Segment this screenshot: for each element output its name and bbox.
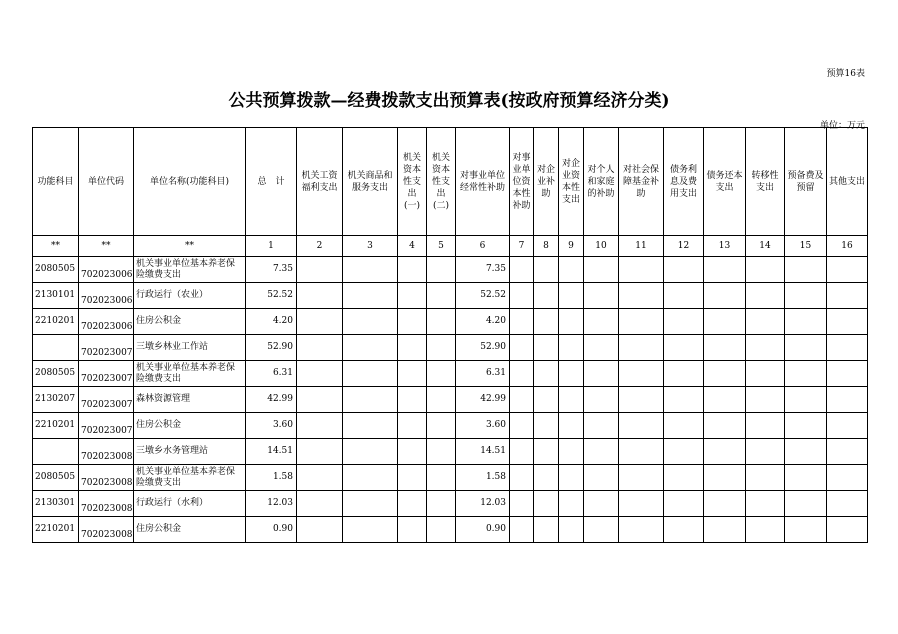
empty-cell (559, 361, 584, 387)
empty-cell (427, 309, 456, 335)
operating-subsidy-cell: 1.58 (456, 465, 510, 491)
empty-cell (297, 335, 343, 361)
empty-cell (664, 413, 704, 439)
empty-cell (584, 283, 619, 309)
unit-name-cell: 行政运行（农业） (134, 283, 246, 309)
empty-cell (343, 465, 398, 491)
empty-cell (664, 257, 704, 283)
total-cell: 3.60 (246, 413, 297, 439)
empty-cell (746, 439, 785, 465)
empty-cell (619, 387, 664, 413)
empty-cell (534, 465, 559, 491)
total-cell: 14.51 (246, 439, 297, 465)
col-number: 1 (246, 236, 297, 257)
empty-cell (297, 309, 343, 335)
empty-cell (510, 283, 534, 309)
col-header: 单位名称(功能科目) (134, 128, 246, 236)
unit-name-cell: 三墩乡水务管理站 (134, 439, 246, 465)
total-cell: 6.31 (246, 361, 297, 387)
unit-name-cell: 行政运行（水利） (134, 491, 246, 517)
subject-cell (33, 335, 79, 361)
unit-name-cell: 机关事业单位基本养老保险缴费支出 (134, 361, 246, 387)
empty-cell (584, 309, 619, 335)
empty-cell (704, 309, 746, 335)
empty-cell (297, 491, 343, 517)
empty-cell (827, 491, 868, 517)
operating-subsidy-cell: 52.52 (456, 283, 510, 309)
empty-cell (559, 517, 584, 543)
empty-cell (427, 517, 456, 543)
empty-cell (664, 335, 704, 361)
empty-cell (827, 413, 868, 439)
subject-cell: 2210201 (33, 517, 79, 543)
empty-cell (343, 283, 398, 309)
table-row (33, 413, 868, 439)
empty-cell (534, 517, 559, 543)
empty-cell (343, 335, 398, 361)
col-number: 15 (785, 236, 827, 257)
empty-cell (785, 439, 827, 465)
page-title: 公共预算拨款—经费拨款支出预算表(按政府预算经济分类) (228, 91, 670, 111)
empty-cell (746, 413, 785, 439)
empty-cell (534, 361, 559, 387)
subject-cell: 2080505 (33, 361, 79, 387)
operating-subsidy-cell: 12.03 (456, 491, 510, 517)
col-number: 14 (746, 236, 785, 257)
empty-cell (785, 283, 827, 309)
table-row (33, 491, 868, 517)
empty-cell (427, 491, 456, 517)
empty-cell (827, 309, 868, 335)
col-number: 2 (297, 236, 343, 257)
empty-cell (510, 387, 534, 413)
empty-cell (619, 361, 664, 387)
table-row (33, 517, 868, 543)
empty-cell (534, 413, 559, 439)
unit-code-cell: 702023008 (79, 517, 134, 543)
total-cell: 0.90 (246, 517, 297, 543)
subject-cell: 2130101 (33, 283, 79, 309)
empty-cell (297, 517, 343, 543)
empty-cell (534, 387, 559, 413)
empty-cell (746, 387, 785, 413)
table-row (33, 309, 868, 335)
empty-cell (746, 491, 785, 517)
empty-cell (785, 465, 827, 491)
empty-cell (785, 491, 827, 517)
empty-cell (398, 439, 427, 465)
col-header: 对事业单位资本性补助 (510, 128, 534, 236)
unit-name-cell: 机关事业单位基本养老保险缴费支出 (134, 465, 246, 491)
empty-cell (746, 257, 785, 283)
form-number: 预算16表 (826, 69, 865, 79)
col-header: 机关商品和服务支出 (343, 128, 398, 236)
col-number: 12 (664, 236, 704, 257)
table-row (33, 387, 868, 413)
empty-cell (827, 361, 868, 387)
total-cell: 1.58 (246, 465, 297, 491)
empty-cell (704, 387, 746, 413)
empty-cell (534, 257, 559, 283)
col-header: 对个人和家庭的补助 (584, 128, 619, 236)
operating-subsidy-cell: 52.90 (456, 335, 510, 361)
empty-cell (584, 335, 619, 361)
empty-cell (827, 439, 868, 465)
unit-name-cell: 住房公积金 (134, 517, 246, 543)
empty-cell (619, 335, 664, 361)
empty-cell (746, 361, 785, 387)
col-header: 预备费及预留 (785, 128, 827, 236)
col-number: 8 (534, 236, 559, 257)
table-row (33, 257, 868, 283)
empty-cell (510, 491, 534, 517)
empty-cell (534, 491, 559, 517)
empty-cell (297, 283, 343, 309)
empty-cell (398, 465, 427, 491)
empty-cell (664, 465, 704, 491)
col-number: 4 (398, 236, 427, 257)
empty-cell (343, 309, 398, 335)
col-header: 对事业单位经常性补助 (456, 128, 510, 236)
col-header: 总 计 (246, 128, 297, 236)
empty-cell (510, 309, 534, 335)
unit-code-cell: 702023006 (79, 309, 134, 335)
operating-subsidy-cell: 42.99 (456, 387, 510, 413)
empty-cell (398, 283, 427, 309)
empty-cell (704, 257, 746, 283)
empty-cell (297, 413, 343, 439)
empty-cell (704, 439, 746, 465)
column-number-row (33, 236, 868, 257)
col-number: ** (33, 236, 79, 257)
unit-code-cell: 702023006 (79, 257, 134, 283)
empty-cell (534, 309, 559, 335)
unit-name-cell: 住房公积金 (134, 413, 246, 439)
empty-cell (559, 309, 584, 335)
empty-cell (398, 413, 427, 439)
empty-cell (746, 465, 785, 491)
col-header: 单位代码 (79, 128, 134, 236)
unit-name-cell: 森林资源管理 (134, 387, 246, 413)
subject-cell: 2210201 (33, 309, 79, 335)
empty-cell (343, 361, 398, 387)
col-header: 债务利息及费用支出 (664, 128, 704, 236)
empty-cell (785, 257, 827, 283)
empty-cell (664, 283, 704, 309)
empty-cell (398, 387, 427, 413)
empty-cell (534, 335, 559, 361)
unit-code-cell: 702023007 (79, 413, 134, 439)
operating-subsidy-cell: 14.51 (456, 439, 510, 465)
col-number: 9 (559, 236, 584, 257)
empty-cell (746, 335, 785, 361)
empty-cell (398, 491, 427, 517)
empty-cell (534, 439, 559, 465)
col-header: 对企业补助 (534, 128, 559, 236)
empty-cell (584, 361, 619, 387)
col-header: 对企业资本性支出 (559, 128, 584, 236)
empty-cell (427, 257, 456, 283)
col-number: 10 (584, 236, 619, 257)
empty-cell (343, 413, 398, 439)
empty-cell (785, 361, 827, 387)
unit-code-cell: 702023008 (79, 465, 134, 491)
empty-cell (619, 413, 664, 439)
empty-cell (343, 257, 398, 283)
empty-cell (619, 439, 664, 465)
empty-cell (398, 517, 427, 543)
empty-cell (343, 491, 398, 517)
empty-cell (619, 465, 664, 491)
empty-cell (746, 283, 785, 309)
header-row (33, 128, 868, 236)
empty-cell (785, 517, 827, 543)
col-header: 债务还本支出 (704, 128, 746, 236)
empty-cell (664, 439, 704, 465)
total-cell: 4.20 (246, 309, 297, 335)
empty-cell (510, 439, 534, 465)
empty-cell (827, 517, 868, 543)
col-number: ** (79, 236, 134, 257)
col-header: 其他支出 (827, 128, 868, 236)
table-row (33, 283, 868, 309)
empty-cell (398, 309, 427, 335)
empty-cell (664, 309, 704, 335)
col-header: 功能科目 (33, 128, 79, 236)
empty-cell (704, 335, 746, 361)
empty-cell (559, 491, 584, 517)
col-number: 7 (510, 236, 534, 257)
table-row (33, 439, 868, 465)
empty-cell (559, 257, 584, 283)
empty-cell (704, 491, 746, 517)
empty-cell (427, 465, 456, 491)
empty-cell (559, 335, 584, 361)
col-header: 对社会保障基金补助 (619, 128, 664, 236)
subject-cell: 2080505 (33, 465, 79, 491)
empty-cell (559, 439, 584, 465)
empty-cell (559, 465, 584, 491)
col-number: 5 (427, 236, 456, 257)
empty-cell (746, 309, 785, 335)
empty-cell (427, 413, 456, 439)
empty-cell (619, 257, 664, 283)
empty-cell (559, 283, 584, 309)
empty-cell (584, 387, 619, 413)
col-number: 16 (827, 236, 868, 257)
empty-cell (343, 439, 398, 465)
empty-cell (827, 387, 868, 413)
empty-cell (785, 387, 827, 413)
empty-cell (704, 361, 746, 387)
empty-cell (584, 413, 619, 439)
empty-cell (510, 517, 534, 543)
subject-cell (33, 439, 79, 465)
empty-cell (398, 361, 427, 387)
col-number: ** (134, 236, 246, 257)
empty-cell (704, 283, 746, 309)
empty-cell (427, 439, 456, 465)
empty-cell (584, 257, 619, 283)
unit-name-cell: 机关事业单位基本养老保险缴费支出 (134, 257, 246, 283)
operating-subsidy-cell: 3.60 (456, 413, 510, 439)
empty-cell (297, 387, 343, 413)
total-cell: 42.99 (246, 387, 297, 413)
empty-cell (664, 491, 704, 517)
subject-cell: 2130207 (33, 387, 79, 413)
empty-cell (664, 361, 704, 387)
empty-cell (510, 413, 534, 439)
empty-cell (534, 283, 559, 309)
empty-cell (510, 465, 534, 491)
empty-cell (704, 517, 746, 543)
empty-cell (398, 335, 427, 361)
empty-cell (619, 283, 664, 309)
col-header: 转移性支出 (746, 128, 785, 236)
unit-code-cell: 702023007 (79, 361, 134, 387)
empty-cell (704, 465, 746, 491)
col-number: 6 (456, 236, 510, 257)
unit-label: 单位：万元 (819, 121, 865, 131)
empty-cell (827, 335, 868, 361)
unit-code-cell: 702023007 (79, 335, 134, 361)
empty-cell (746, 517, 785, 543)
empty-cell (510, 335, 534, 361)
empty-cell (297, 361, 343, 387)
empty-cell (827, 257, 868, 283)
empty-cell (559, 387, 584, 413)
total-cell: 12.03 (246, 491, 297, 517)
unit-name-cell: 三墩乡林业工作站 (134, 335, 246, 361)
subject-cell: 2080505 (33, 257, 79, 283)
col-header: 机关资本性支出(二) (427, 128, 456, 236)
empty-cell (584, 465, 619, 491)
unit-code-cell: 702023006 (79, 283, 134, 309)
empty-cell (785, 335, 827, 361)
col-number: 13 (704, 236, 746, 257)
empty-cell (510, 257, 534, 283)
empty-cell (827, 465, 868, 491)
budget-table (32, 127, 868, 543)
empty-cell (343, 517, 398, 543)
empty-cell (664, 387, 704, 413)
operating-subsidy-cell: 4.20 (456, 309, 510, 335)
empty-cell (584, 517, 619, 543)
empty-cell (827, 283, 868, 309)
empty-cell (619, 491, 664, 517)
empty-cell (584, 439, 619, 465)
col-header: 机关工资福利支出 (297, 128, 343, 236)
empty-cell (297, 439, 343, 465)
total-cell: 52.52 (246, 283, 297, 309)
subject-cell: 2130301 (33, 491, 79, 517)
unit-code-cell: 702023008 (79, 439, 134, 465)
empty-cell (785, 309, 827, 335)
empty-cell (297, 465, 343, 491)
empty-cell (427, 283, 456, 309)
empty-cell (398, 257, 427, 283)
operating-subsidy-cell: 7.35 (456, 257, 510, 283)
col-number: 3 (343, 236, 398, 257)
total-cell: 7.35 (246, 257, 297, 283)
operating-subsidy-cell: 6.31 (456, 361, 510, 387)
empty-cell (510, 361, 534, 387)
empty-cell (664, 517, 704, 543)
col-header: 机关资本性支出(一) (398, 128, 427, 236)
col-number: 11 (619, 236, 664, 257)
empty-cell (619, 517, 664, 543)
empty-cell (559, 413, 584, 439)
table-row (33, 465, 868, 491)
empty-cell (584, 491, 619, 517)
operating-subsidy-cell: 0.90 (456, 517, 510, 543)
empty-cell (427, 387, 456, 413)
unit-code-cell: 702023008 (79, 491, 134, 517)
empty-cell (343, 387, 398, 413)
table-row (33, 335, 868, 361)
total-cell: 52.90 (246, 335, 297, 361)
unit-code-cell: 702023007 (79, 387, 134, 413)
empty-cell (297, 257, 343, 283)
empty-cell (427, 335, 456, 361)
empty-cell (785, 413, 827, 439)
table-row (33, 361, 868, 387)
empty-cell (427, 361, 456, 387)
subject-cell: 2210201 (33, 413, 79, 439)
unit-name-cell: 住房公积金 (134, 309, 246, 335)
empty-cell (704, 413, 746, 439)
empty-cell (619, 309, 664, 335)
